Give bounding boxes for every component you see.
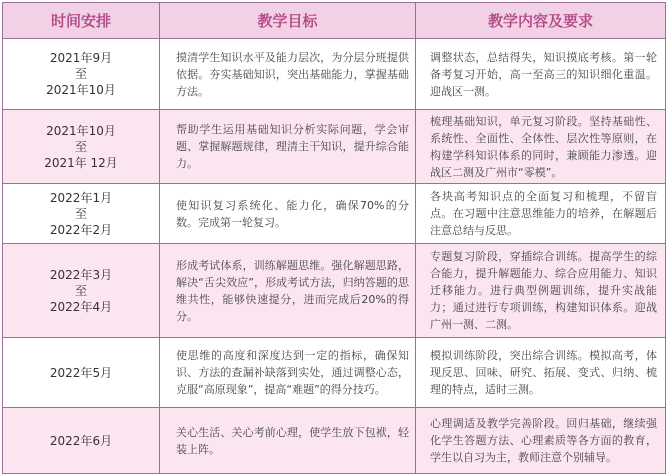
content-cell (416, 184, 665, 243)
goal-text: 关心生活、关心考前心理，使学生放下包袱，轻装上阵。 (176, 425, 409, 456)
content-text: 专题复习阶段，穿插综合训练。提高学生的综合能力，提升解题能力、综合应用能力、知识迁移能力。进行典型例题训练，提升实战能力；通过进行专项训练，构建知识体系。迎战广州一测、二测。 (430, 250, 657, 331)
header-time: 时间安排 (3, 3, 160, 38)
table-row (3, 243, 665, 337)
goal-text: 形成考试体系，训练解题思维。强化解题思路，解决“舌尖效应”，形成考试方法，归纳答题的思维共性，能够快速提分，进而完成后20%的得分。 (176, 258, 409, 323)
time-end: 2022年4月 (49, 299, 113, 314)
header-goal: 教学目标 (160, 3, 416, 38)
time-single: 2022年6月 (49, 433, 113, 448)
time-cell (3, 244, 160, 337)
time-cell (3, 110, 160, 183)
goal-cell (160, 338, 416, 407)
goal-text: 使知识复习系统化、能力化，确保70%的分数。完成第一轮复习。 (176, 198, 409, 229)
content-cell (416, 39, 665, 109)
goal-text: 摸清学生知识水平及能力层次，为分层分班提供依据。夯实基础知识，突出基础能力，掌握基础方法。 (176, 50, 409, 98)
goal-text: 帮助学生运用基础知识分析实际问题，学会审题、掌握解题规律，理清主干知识，提升综合能力。 (176, 123, 409, 170)
table-row (3, 109, 665, 183)
table-row (3, 337, 665, 407)
time-start: 2022年3月 (49, 267, 113, 282)
time-start: 2021年10月 (46, 123, 116, 138)
content-cell (416, 408, 665, 473)
table-row (3, 183, 665, 243)
time-to: 至 (74, 283, 87, 298)
goal-cell (160, 110, 416, 183)
content-text: 各块高考知识点的全面复习和梳理，不留盲点。在习题中注意思维能力的培养，在解题后注意总结与反思。 (430, 190, 657, 237)
content-text: 调整状态，总结得失，知识摸底考核。第一轮备考复习开始，高一至高三的知识细化重温。迎战区一测。 (430, 50, 657, 98)
time-to: 至 (74, 67, 87, 81)
time-cell (3, 39, 160, 109)
goal-cell (160, 184, 416, 243)
time-cell (3, 184, 160, 243)
content-cell (416, 244, 665, 337)
content-text: 模拟训练阶段，突出综合训练。模拟高考，体现反思、回味、研究、拓展、变式、归纳、梳理的特点，适时三测。 (430, 349, 657, 396)
time-end: 2021年 12月 (44, 155, 118, 170)
goal-cell (160, 408, 416, 473)
table-header (3, 3, 665, 38)
time-end: 2022年2月 (49, 222, 113, 237)
time-cell (3, 338, 160, 407)
content-text: 心理调适及教学完善阶段。回归基础，继续强化学生答题方法、心理素质等各方面的教育，学生以自习为主，教师注意个别辅导。 (430, 417, 657, 464)
content-text: 梳理基础知识，单元复习阶段。坚持基础性、系统性、全面性、全体性、层次性等原则，在构建学科知识体系的同时，兼顾能力渗透。迎战区二测及广州市“零模”。 (430, 114, 657, 179)
time-start: 2022年1月 (49, 190, 113, 205)
table-row (3, 407, 665, 473)
schedule-table (2, 2, 666, 474)
time-to: 至 (74, 206, 87, 221)
header-content: 教学内容及要求 (487, 12, 593, 30)
table-row (3, 38, 665, 109)
content-cell (416, 338, 665, 407)
time-single: 2022年5月 (49, 365, 113, 380)
time-to: 至 (74, 139, 87, 154)
time-cell (3, 408, 160, 473)
time-end: 2021年10月 (46, 83, 116, 97)
content-cell (416, 110, 665, 183)
goal-cell (160, 244, 416, 337)
goal-text: 使思维的高度和深度达到一定的指标，确保知识、方法的查漏补缺落到实处，通过调整心态，克服“高原现象”，提高“难题”的得分技巧。 (176, 349, 409, 396)
goal-cell (160, 39, 416, 109)
time-start: 2021年9月 (49, 51, 113, 65)
